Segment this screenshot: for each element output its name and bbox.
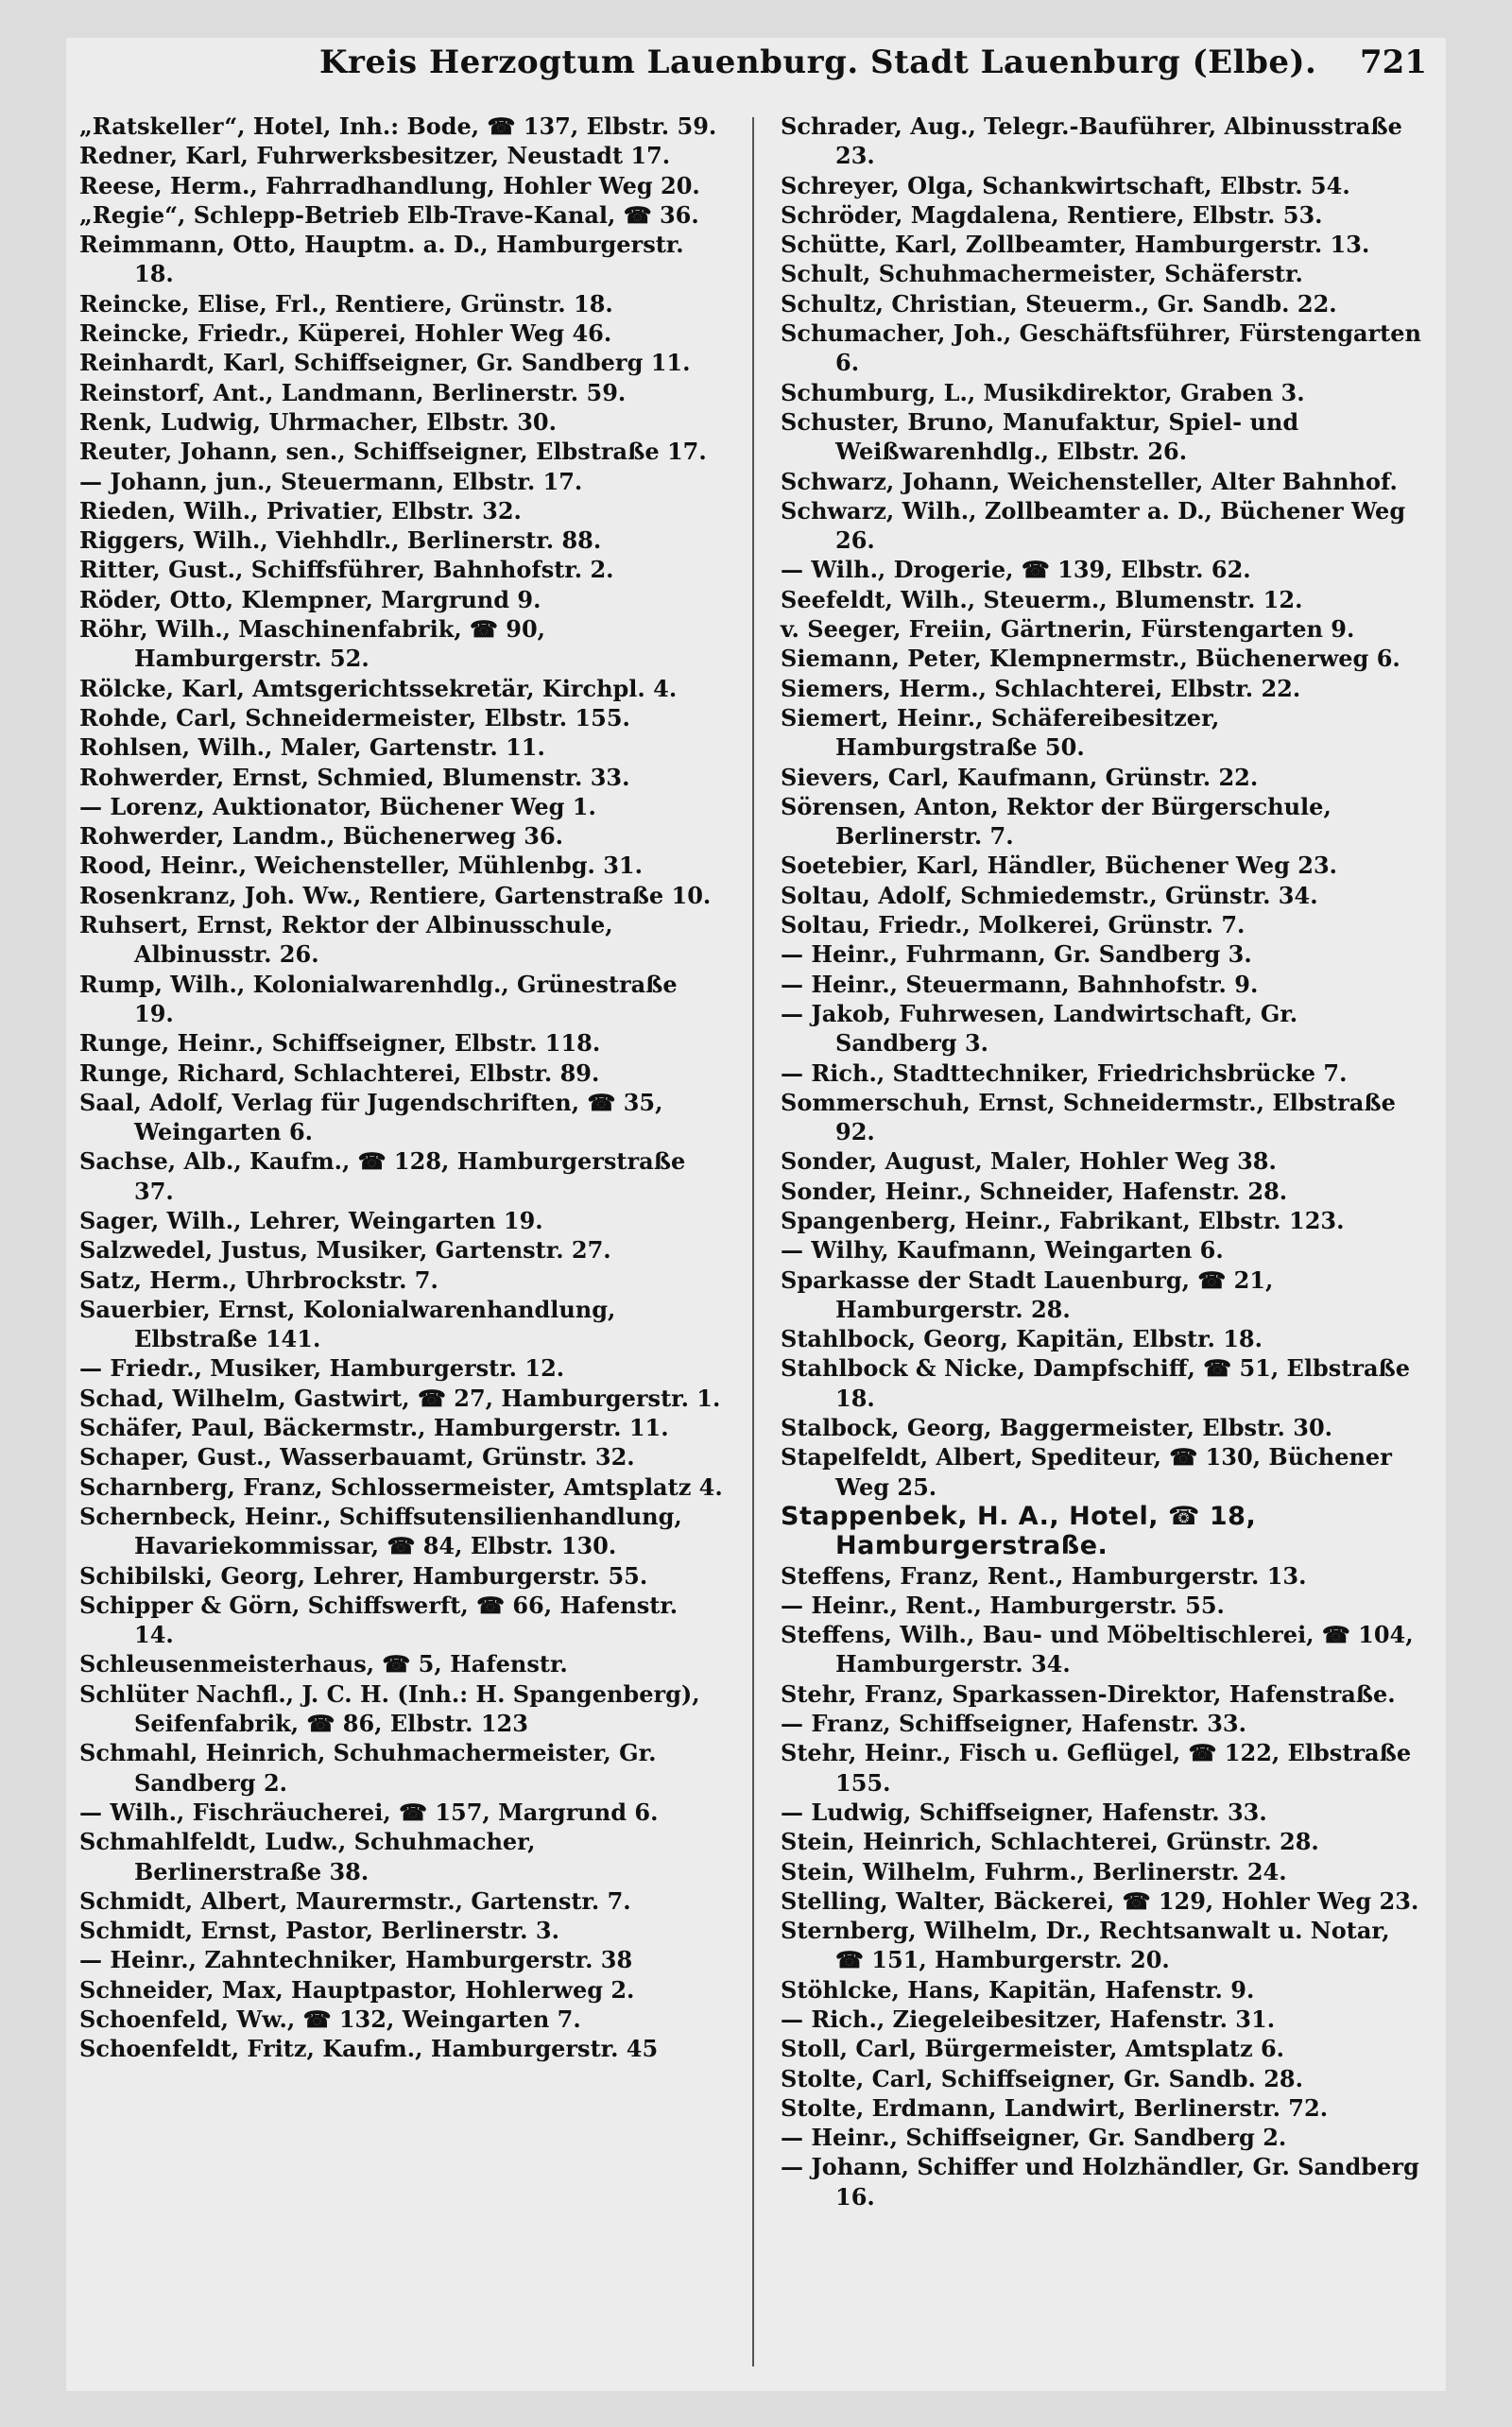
directory-entry: Rohwerder, Ernst, Schmied, Blumenstr. 33. xyxy=(79,763,630,791)
directory-entry: — Heinr., Zahntechniker, Hamburgerstr. 38 xyxy=(79,1946,633,1974)
directory-entry: Sievers, Carl, Kaufmann, Grünstr. 22. xyxy=(781,763,1259,791)
directory-entry: Stehr, Heinr., Fisch u. Geflügel, ☎ 122, Elbstraße 155. xyxy=(781,1739,1412,1797)
directory-entry: Reincke, Friedr., Küperei, Hohler Weg 46. xyxy=(79,319,612,348)
directory-entry: — Heinr., Schiffseigner, Gr. Sandberg 2. xyxy=(781,2124,1287,2152)
directory-entry: Reinhardt, Karl, Schiffseigner, Gr. Sandberg 11. xyxy=(79,349,691,377)
directory-entry: — Heinr., Fuhrmann, Gr. Sandberg 3. xyxy=(781,940,1252,969)
directory-entry: Scharnberg, Franz, Schlossermeister, Amtsplatz 4. xyxy=(79,1472,723,1501)
directory-entry: Rohde, Carl, Schneidermeister, Elbstr. 155. xyxy=(79,703,630,732)
directory-entry: Sachse, Alb., Kaufm., ☎ 128, Hamburgerstraße 37. xyxy=(79,1147,686,1205)
directory-entry: Rohwerder, Landm., Büchenerweg 36. xyxy=(79,822,564,851)
directory-entry: Rosenkranz, Joh. Ww., Rentiere, Gartenstraße 10. xyxy=(79,881,712,909)
directory-entry: Stein, Wilhelm, Fuhrm., Berlinerstr. 24. xyxy=(781,1857,1287,1885)
directory-entry: Seefeldt, Wilh., Steuerm., Blumenstr. 12. xyxy=(781,585,1303,613)
directory-entry: Saal, Adolf, Verlag für Jugendschriften, ☎ 35, Weingarten 6. xyxy=(79,1088,663,1146)
left-column xyxy=(79,112,724,2064)
directory-entry: — Johann, Schiffer und Holzhändler, Gr. Sandberg 16. xyxy=(781,2153,1419,2211)
directory-entry: Stahlbock & Nicke, Dampfschiff, ☎ 51, Elbstraße 18. xyxy=(781,1354,1411,1412)
directory-entry: Rölcke, Karl, Amtsgerichtssekretär, Kirchpl. 4. xyxy=(79,674,678,702)
directory-entry: Stahlbock, Georg, Kapitän, Elbstr. 18. xyxy=(781,1325,1263,1353)
directory-entry: Siemann, Peter, Klempnermstr., Büchenerweg 6. xyxy=(781,645,1400,673)
directory-entry: Schultz, Christian, Steuerm., Gr. Sandb. 22. xyxy=(781,289,1337,318)
directory-entry: Siemert, Heinr., Schäfereibesitzer, Hamburgstraße 50. xyxy=(781,703,1220,762)
directory-entry: — Lorenz, Auktionator, Büchener Weg 1. xyxy=(79,792,596,820)
directory-page xyxy=(66,38,1446,2391)
directory-entry: Reese, Herm., Fahrradhandlung, Hohler Weg 20. xyxy=(79,171,700,199)
directory-entry: — Friedr., Musiker, Hamburgerstr. 12. xyxy=(79,1354,565,1383)
directory-entry: Ritter, Gust., Schiffsführer, Bahnhofstr. 2. xyxy=(79,556,614,584)
directory-entry: Sager, Wilh., Lehrer, Weingarten 19. xyxy=(79,1206,543,1234)
directory-entry: Sauerbier, Ernst, Kolonialwarenhandlung, Elbstraße 141. xyxy=(79,1295,616,1353)
directory-entry: „Ratskeller“, Hotel, Inh.: Bode, ☎ 137, Elbstr. 59. xyxy=(79,112,717,140)
directory-entry: Stolte, Carl, Schiffseigner, Gr. Sandb. 28. xyxy=(781,2064,1303,2092)
directory-entry: Stoll, Carl, Bürgermeister, Amtsplatz 6. xyxy=(781,2035,1285,2063)
directory-entry: Schütte, Karl, Zollbeamter, Hamburgerstr. 13. xyxy=(781,231,1370,259)
directory-entry: Soltau, Friedr., Molkerei, Grünstr. 7. xyxy=(781,911,1246,939)
directory-entry: Spangenberg, Heinr., Fabrikant, Elbstr. 123. xyxy=(781,1206,1345,1234)
directory-entry: — Johann, jun., Steuermann, Elbstr. 17. xyxy=(79,467,583,495)
directory-entry: Stolte, Erdmann, Landwirt, Berlinerstr. 72. xyxy=(781,2093,1329,2122)
directory-entry: Schumacher, Joh., Geschäftsführer, Fürstengarten 6. xyxy=(781,319,1421,377)
directory-entry: Sonder, Heinr., Schneider, Hafenstr. 28. xyxy=(781,1177,1288,1205)
directory-entry: Schoenfeld, Ww., ☎ 132, Weingarten 7. xyxy=(79,2005,581,2033)
directory-entry: Schoenfeldt, Fritz, Kaufm., Hamburgerstr. 45 xyxy=(79,2035,659,2063)
directory-entry: Sörensen, Anton, Rektor der Bürgerschule, Berlinerstr. 7. xyxy=(781,792,1332,851)
directory-entry: Röhr, Wilh., Maschinenfabrik, ☎ 90, Hamburgerstr. 52. xyxy=(79,615,546,673)
directory-entry: — Rich., Stadttechniker, Friedrichsbrücke 7. xyxy=(781,1059,1348,1087)
directory-entry: Schmidt, Ernst, Pastor, Berlinerstr. 3. xyxy=(79,1917,559,1945)
directory-entry: Schibilski, Georg, Lehrer, Hamburgerstr. 55. xyxy=(79,1561,648,1590)
directory-entry: — Jakob, Fuhrwesen, Landwirtschaft, Gr. Sandberg 3. xyxy=(781,999,1298,1058)
directory-entry: Rood, Heinr., Weichensteller, Mühlenbg. 31. xyxy=(79,852,643,880)
right-column xyxy=(781,112,1425,2212)
directory-entry: Ruhsert, Ernst, Rektor der Albinusschule, Albinusstr. 26. xyxy=(79,911,613,969)
directory-entry: Rump, Wilh., Kolonialwarenhdlg., Grünestraße 19. xyxy=(79,970,678,1027)
directory-entry: Siemers, Herm., Schlachterei, Elbstr. 22. xyxy=(781,674,1301,702)
directory-entry: Riggers, Wilh., Viehhdlr., Berlinerstr. 88. xyxy=(79,526,602,555)
directory-entry: — Heinr., Rent., Hamburgerstr. 55. xyxy=(781,1591,1225,1619)
directory-entry: Redner, Karl, Fuhrwerksbesitzer, Neustadt 17. xyxy=(79,142,671,170)
directory-entry: Stalbock, Georg, Baggermeister, Elbstr. 30. xyxy=(781,1414,1333,1442)
directory-entry: Reinstorf, Ant., Landmann, Berlinerstr. 59. xyxy=(79,378,627,406)
directory-entry: Soltau, Adolf, Schmiedemstr., Grünstr. 34. xyxy=(781,881,1318,909)
directory-entry: — Rich., Ziegeleibesitzer, Hafenstr. 31. xyxy=(781,2005,1276,2033)
directory-entry: — Wilh., Drogerie, ☎ 139, Elbstr. 62. xyxy=(781,556,1251,584)
directory-entry: Rieden, Wilh., Privatier, Elbstr. 32. xyxy=(79,496,522,525)
directory-entry: Schäfer, Paul, Bäckermstr., Hamburgerstr. 11. xyxy=(79,1414,669,1442)
directory-entry: Sternberg, Wilhelm, Dr., Rechtsanwalt u. Notar, ☎ 151, Hamburgerstr. 20. xyxy=(781,1917,1390,1974)
column-divider xyxy=(752,117,754,2367)
directory-entry: Schmahlfeldt, Ludw., Schuhmacher, Berlinerstraße 38. xyxy=(79,1828,536,1885)
directory-entry: Schuster, Bruno, Manufaktur, Spiel- und Weißwarenhdlg., Elbstr. 26. xyxy=(781,407,1299,466)
directory-entry: Runge, Heinr., Schiffseigner, Elbstr. 118. xyxy=(79,1029,601,1058)
running-title: Kreis Herzogtum Lauenburg. Stadt Lauenburg (Elbe). xyxy=(319,43,1317,81)
directory-entry: Schipper & Görn, Schiffswerft, ☎ 66, Hafenstr. 14. xyxy=(79,1591,679,1649)
directory-entry: Stelling, Walter, Bäckerei, ☎ 129, Hohler Weg 23. xyxy=(781,1886,1419,1915)
directory-entry: Sparkasse der Stadt Lauenburg, ☎ 21, Hamburgerstr. 28. xyxy=(781,1265,1274,1323)
directory-entry: Schumburg, L., Musikdirektor, Graben 3. xyxy=(781,378,1305,406)
page-number: 721 xyxy=(1360,43,1427,81)
directory-entry: Reimmann, Otto, Hauptm. a. D., Hamburgerstr. 18. xyxy=(79,231,684,288)
directory-entry: Steffens, Franz, Rent., Hamburgerstr. 13. xyxy=(781,1561,1307,1590)
directory-entry: Schneider, Max, Hauptpastor, Hohlerweg 2. xyxy=(79,1975,635,2004)
directory-entry: Reuter, Johann, sen., Schiffseigner, Elbstraße 17. xyxy=(79,438,707,466)
directory-entry: Schwarz, Johann, Weichensteller, Alter Bahnhof. xyxy=(781,467,1398,495)
directory-entry: Steffens, Wilh., Bau- und Möbeltischlerei, ☎ 104, Hamburgerstr. 34. xyxy=(781,1621,1414,1678)
directory-entry: Schernbeck, Heinr., Schiffsutensilienhandlung, Havariekommissar, ☎ 84, Elbstr. 130. xyxy=(79,1502,682,1560)
directory-entry: Satz, Herm., Uhrbrockstr. 7. xyxy=(79,1265,438,1294)
directory-entry: v. Seeger, Freiin, Gärtnerin, Fürstengarten 9. xyxy=(781,615,1355,644)
directory-entry: Rohlsen, Wilh., Maler, Gartenstr. 11. xyxy=(79,733,545,762)
directory-entry: Stapelfeldt, Albert, Spediteur, ☎ 130, Büchener Weg 25. xyxy=(781,1443,1392,1501)
directory-entry: Schröder, Magdalena, Rentiere, Elbstr. 53. xyxy=(781,200,1323,229)
directory-entry: Sommerschuh, Ernst, Schneidermstr., Elbstraße 92. xyxy=(781,1088,1396,1146)
directory-entry: Schmidt, Albert, Maurermstr., Gartenstr. 7. xyxy=(79,1886,631,1915)
directory-entry: „Regie“, Schlepp-Betrieb Elb-Trave-Kanal, ☎ 36. xyxy=(79,200,699,229)
directory-entry: — Ludwig, Schiffseigner, Hafenstr. 33. xyxy=(781,1798,1267,1826)
directory-entry: Schad, Wilhelm, Gastwirt, ☎ 27, Hamburgerstr. 1. xyxy=(79,1384,721,1412)
directory-entry: Röder, Otto, Klempner, Margrund 9. xyxy=(79,585,541,613)
directory-entry: — Franz, Schiffseigner, Hafenstr. 33. xyxy=(781,1710,1246,1738)
directory-entry: — Wilh., Fischräucherei, ☎ 157, Margrund 6. xyxy=(79,1798,659,1826)
directory-entry: — Wilhy, Kaufmann, Weingarten 6. xyxy=(781,1236,1224,1265)
directory-entry: Schaper, Gust., Wasserbauamt, Grünstr. 32. xyxy=(79,1443,635,1472)
directory-entry: Stappenbek, H. A., Hotel, ☎ 18, Hamburgerstraße. xyxy=(781,1501,1257,1561)
directory-entry: Schwarz, Wilh., Zollbeamter a. D., Büchener Weg 26. xyxy=(781,496,1406,555)
directory-entry: Schlüter Nachfl., J. C. H. (Inh.: H. Spangenberg), Seifenfabrik, ☎ 86, Elbstr. 123 xyxy=(79,1679,700,1738)
directory-entry: Soetebier, Karl, Händler, Büchener Weg 23. xyxy=(781,852,1338,880)
page-header xyxy=(66,43,1446,96)
directory-entry: Schrader, Aug., Telegr.-Bauführer, Albinusstraße 23. xyxy=(781,112,1402,170)
directory-entry: Schult, Schuhmachermeister, Schäferstr. xyxy=(781,260,1303,288)
directory-entry: Schreyer, Olga, Schankwirtschaft, Elbstr. 54. xyxy=(781,171,1350,199)
directory-entry: Schleusenmeisterhaus, ☎ 5, Hafenstr. xyxy=(79,1650,568,1678)
directory-entry: Stöhlcke, Hans, Kapitän, Hafenstr. 9. xyxy=(781,1975,1255,2004)
directory-entry: — Heinr., Steuermann, Bahnhofstr. 9. xyxy=(781,970,1259,998)
directory-entry: Reincke, Elise, Frl., Rentiere, Grünstr. 18. xyxy=(79,289,613,318)
directory-entry: Schmahl, Heinrich, Schuhmachermeister, Gr. Sandberg 2. xyxy=(79,1739,657,1797)
directory-entry: Renk, Ludwig, Uhrmacher, Elbstr. 30. xyxy=(79,407,557,436)
directory-entry: Stehr, Franz, Sparkassen-Direktor, Hafenstraße. xyxy=(781,1679,1396,1708)
directory-entry: Runge, Richard, Schlachterei, Elbstr. 89. xyxy=(79,1059,600,1087)
directory-entry: Salzwedel, Justus, Musiker, Gartenstr. 27. xyxy=(79,1236,611,1265)
directory-entry: Sonder, August, Maler, Hohler Weg 38. xyxy=(781,1147,1277,1176)
directory-entry: Stein, Heinrich, Schlachterei, Grünstr. 28. xyxy=(781,1828,1319,1856)
